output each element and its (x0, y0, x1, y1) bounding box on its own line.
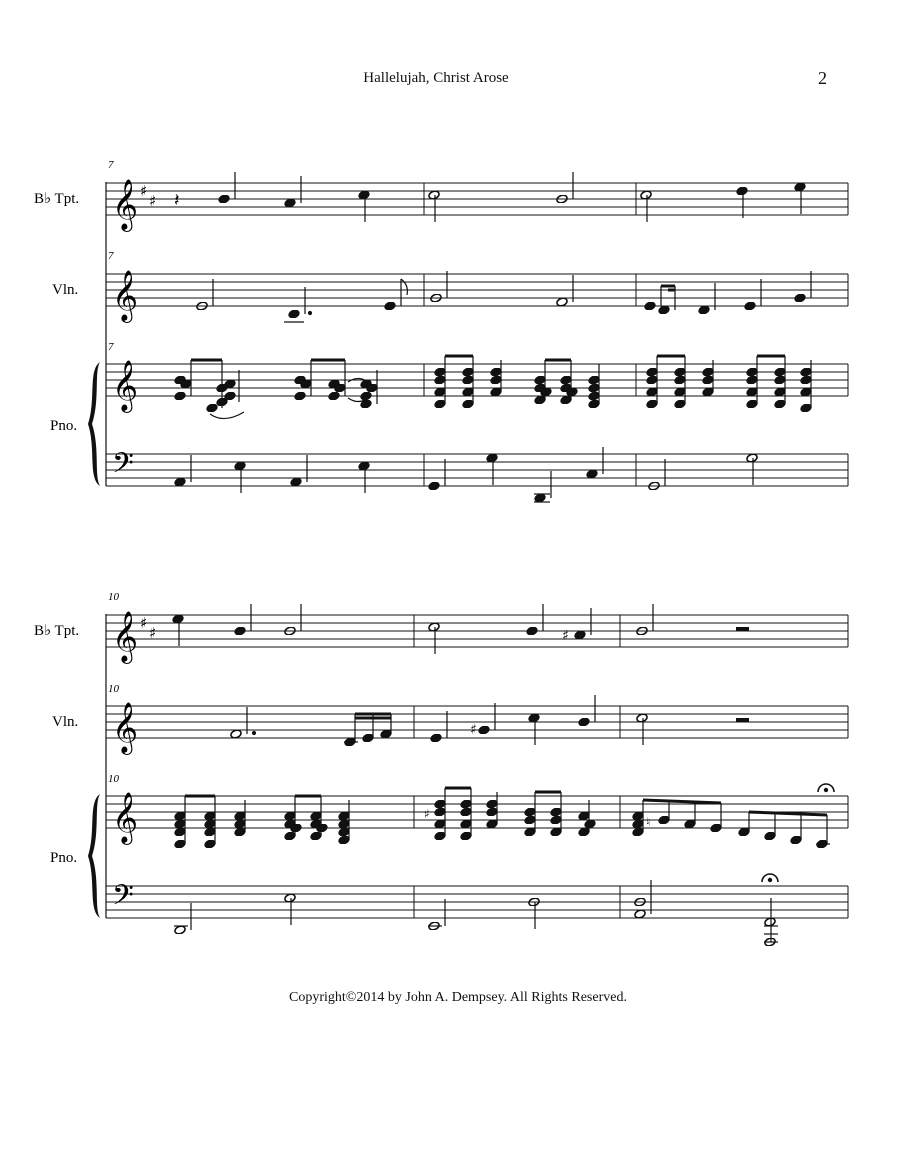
treble-clef-icon: 𝄞 (112, 702, 139, 753)
sharp-icon: ♯ (424, 807, 430, 821)
measure-number: 10 (108, 591, 119, 603)
piano-treble-chords (174, 356, 812, 419)
quarter-rest-icon: 𝄽 (174, 190, 180, 211)
instrument-label-violin: Vln. (52, 282, 79, 298)
piano-bass-notes (174, 447, 758, 503)
measure-number: 7 (108, 250, 114, 262)
instrument-label-trumpet: B♭ Tpt. (34, 191, 80, 207)
treble-clef-icon: 𝄞 (112, 360, 139, 411)
bass-clef-icon: 𝄢 (112, 447, 134, 487)
measure-number: 7 (108, 159, 114, 171)
measure-number: 10 (108, 683, 119, 695)
natural-icon: ♮ (646, 815, 651, 829)
page-number: 2 (818, 68, 827, 88)
staff-piano-bass (106, 454, 848, 486)
half-rest-icon (736, 627, 749, 631)
copyright-notice: Copyright©2014 by John A. Dempsey. All Rights Reserved. (289, 990, 627, 1005)
violin-notes (196, 271, 811, 322)
staff-piano-treble (106, 796, 848, 828)
staff-piano-bass (106, 886, 848, 918)
instrument-label-trumpet: B♭ Tpt. (34, 623, 80, 639)
half-rest-icon (736, 718, 749, 722)
sharp-icon: ♯ (140, 614, 148, 632)
sharp-icon: ♯ (149, 192, 157, 210)
system-2 (34, 591, 848, 947)
measure-number: 10 (108, 773, 119, 785)
system-1 (34, 159, 848, 503)
staff-trumpet (106, 183, 848, 215)
treble-clef-icon: 𝄞 (112, 611, 139, 662)
treble-clef-icon: 𝄞 (112, 792, 139, 843)
instrument-label-piano: Pno. (50, 418, 78, 434)
piano-brace (88, 794, 100, 918)
staff-piano-treble (106, 364, 848, 396)
piano-treble-chords (174, 784, 834, 849)
sharp-icon: ♯ (140, 182, 148, 200)
measure-number: 7 (108, 341, 114, 353)
violin-notes (230, 695, 749, 747)
sharp-icon: ♯ (562, 628, 569, 644)
piano-bass-notes (174, 874, 778, 947)
sharp-icon: ♯ (149, 624, 157, 642)
piano-brace (88, 362, 100, 486)
instrument-label-piano: Pno. (50, 850, 78, 866)
treble-clef-icon: 𝄞 (112, 179, 139, 230)
sharp-icon: ♯ (470, 722, 477, 738)
bass-clef-icon: 𝄢 (112, 879, 134, 919)
instrument-label-violin: Vln. (52, 714, 79, 730)
staff-violin (106, 274, 848, 306)
page-title: Hallelujah, Christ Arose (363, 70, 509, 86)
treble-clef-icon: 𝄞 (112, 270, 139, 321)
